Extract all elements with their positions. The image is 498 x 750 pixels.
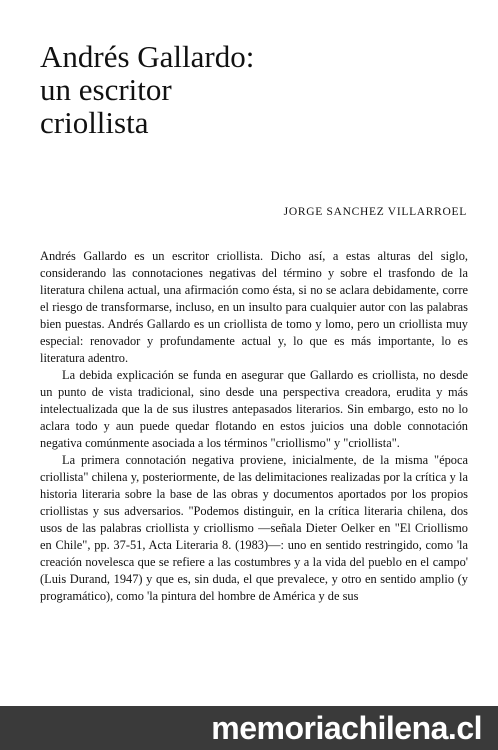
- article-body: [40, 248, 468, 605]
- article-title: [40, 40, 254, 139]
- title-line-1: Andrés Gallardo:: [40, 39, 255, 74]
- paragraph-1: Andrés Gallardo es un escritor criollista. Dicho así, a estas alturas del siglo, considerando las connotaciones negativas del término y sobre el trasfondo de la literatura chilena actual, una afirmación como ésta, si no se aclara debidamente, corre el riesgo de transformarse, incluso, en un insulto para cualquier autor con las palabras bien puestas. Andrés Gallardo es un criollista de tomo y lomo, pero un criollista muy especial: renovador y profundamente actual y, lo que es más importante, lo es literatura adentro.: [40, 249, 468, 365]
- paragraph-3: La primera connotación negativa proviene, inicialmente, de la misma "época criollista" chilena y, posteriormente, de las delimitaciones realizadas por la crítica y la historia literaria sobre la base de las obras y documentos aportados por los propios criollistas y sus adversarios. "Podemos distinguir, en la crítica literaria chilena, dos usos de las palabras criollista y criollismo —señala Dieter Oelker en "El Criollismo en Chile", pp. 37-51, Acta Literaria 8. (1983)—: uno en sentido restringido, como 'la creación novelesca que se refiere a las costumbres y a la vida del pueblo en el campo' (Luis Durand, 1947) y que es, sin duda, el que prevalece, y otro en sentido amplio (y programático), como 'la pintura del hombre de América y de sus: [40, 453, 468, 603]
- footer-bar: [0, 706, 498, 750]
- title-line-2: un escritor: [40, 72, 172, 107]
- paragraph-2: La debida explicación se funda en asegurar que Gallardo es criollista, no desde un punto de vista tradicional, sino desde una perspectiva creadora, erudita y más intelectualizada que la de sus ilustres antepasados literarios. Sin embargo, esto no lo aclara todo y aun puede quedar flotando en estos juicios una doble connotación negativa comúnmente asociada a los términos "criollismo" y "criollista".: [40, 368, 468, 450]
- article-author: JORGE SANCHEZ VILLARROEL: [283, 206, 467, 218]
- title-line-3: criollista: [40, 105, 149, 140]
- footer-brand-logo[interactable]: memoriachilena.cl: [211, 710, 482, 746]
